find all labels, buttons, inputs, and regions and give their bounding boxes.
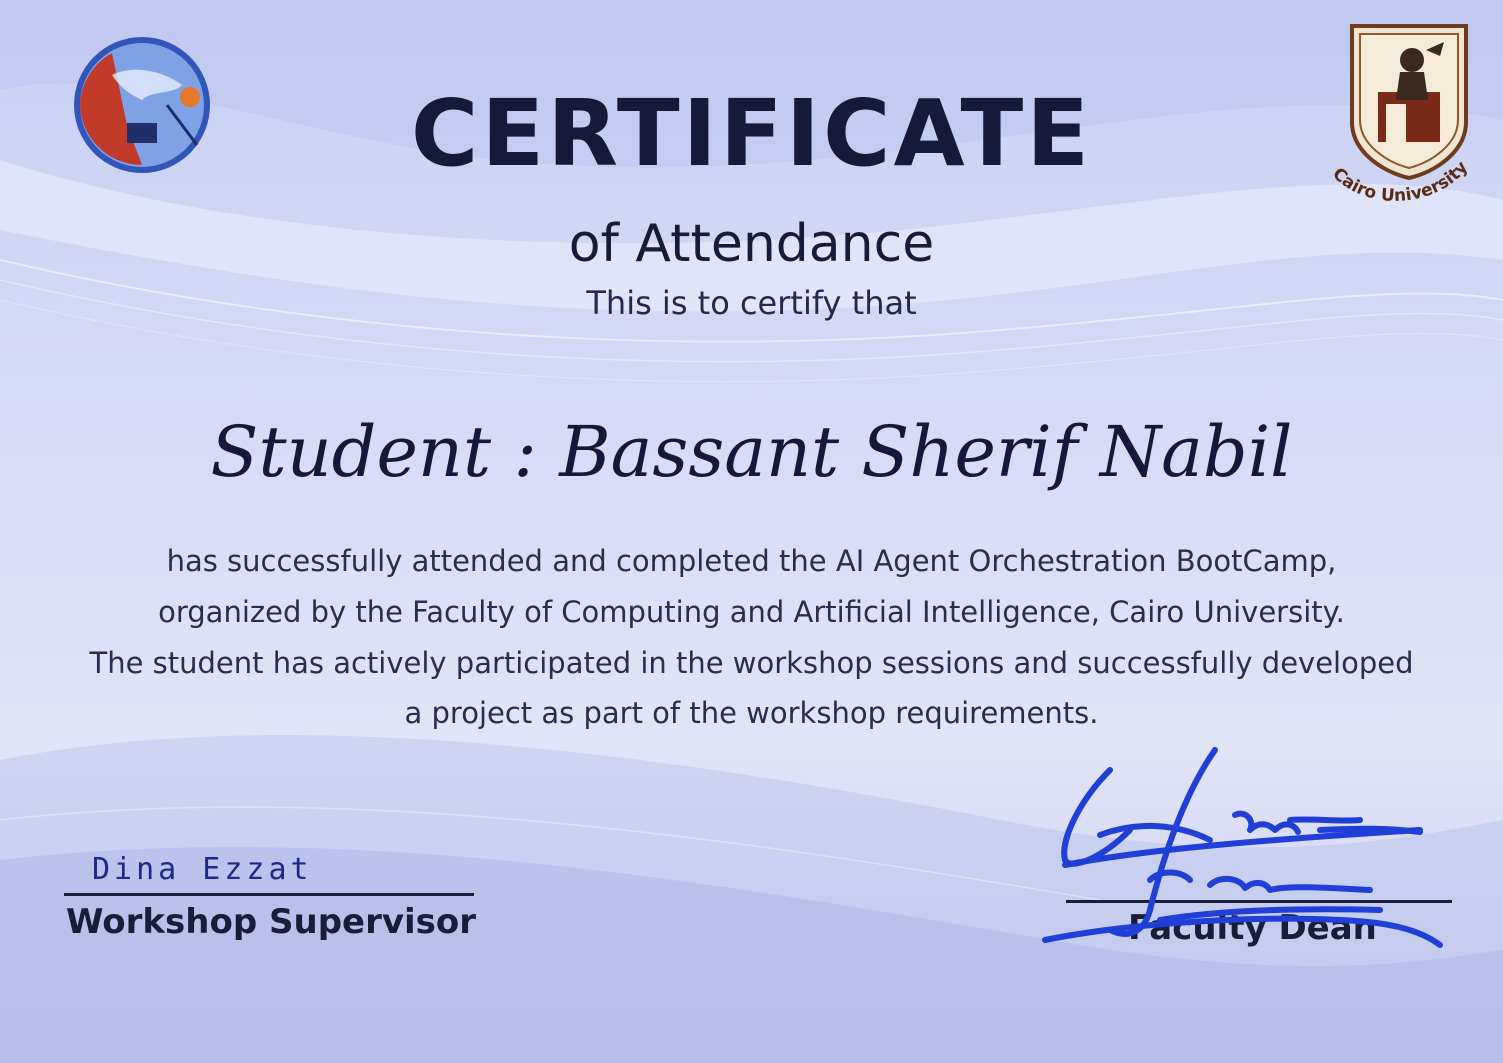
supervisor-signature-line [64,893,474,896]
supervisor-label: Workshop Supervisor [66,902,477,942]
body-line: has successfully attended and completed the AI Agent Orchestration BootCamp, [166,544,1337,578]
body-line: a project as part of the workshop requirements. [404,696,1099,731]
dean-label: Faculty Dean [1128,908,1377,948]
body-line: The student has actively participated in the workshop sessions and successfully developed [89,645,1414,680]
dean-signature-icon [1040,740,1460,960]
seal-text: Cairo University [1328,157,1473,207]
supervisor-handwritten-name: Dina Ezzat [92,852,313,887]
student-name: Student : Bassant Sherif Nabil [210,411,1293,493]
certificate-title: CERTIFICATE [410,80,1093,187]
certificate-subtitle: of Attendance [568,214,935,274]
body-line: organized by the Faculty of Computing and Artificial Intelligence, Cairo University. [158,594,1345,629]
certificate-body [40,536,1463,739]
certify-text: This is to certify that [586,284,917,322]
